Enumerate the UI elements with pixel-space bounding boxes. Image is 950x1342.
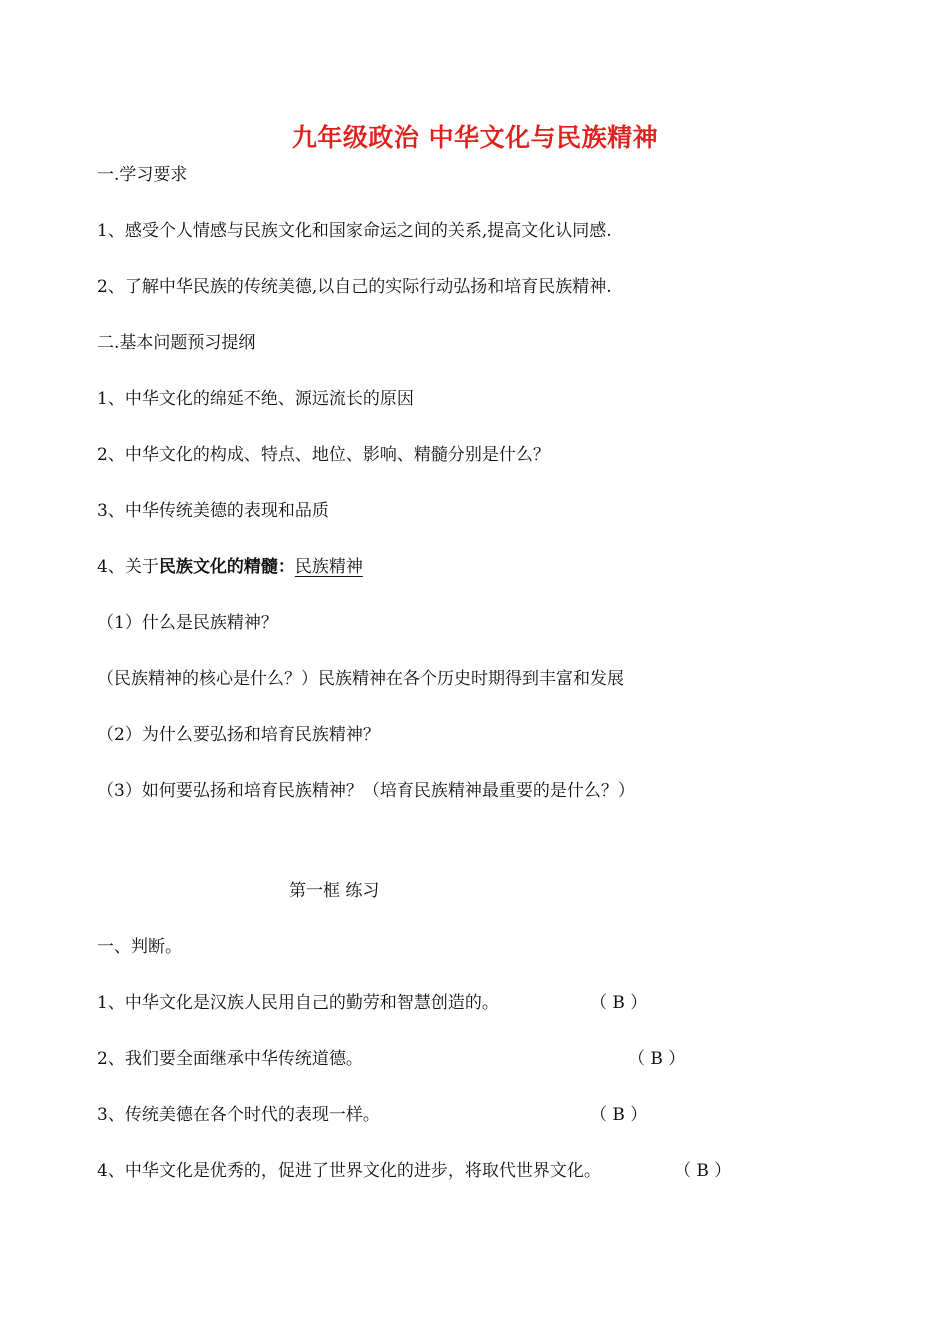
outline-item-4-prefix: 4、关于 [97, 557, 159, 577]
practice-heading: 第一框 练习 [289, 881, 380, 901]
outline-item-2: 2、中华文化的构成、特点、地位、影响、精髓分别是什么？ [97, 445, 550, 465]
sub-question-3: （3）如何要弘扬和培育民族精神？（培育民族精神最重要的是什么？） [97, 781, 635, 801]
sub-question-1: （1）什么是民族精神？ [97, 613, 278, 633]
sub-question-2: （2）为什么要弘扬和培育民族精神？ [97, 725, 380, 745]
section-heading-preview-outline: 二.基本问题预习提纲 [97, 333, 256, 353]
judgement-question-2-text: 2、我们要全面继承中华传统道德。 [97, 1049, 363, 1069]
judgement-question-1-text: 1、中华文化是汉族人民用自己的勤劳和智慧创造的。 [97, 993, 499, 1013]
judgement-answer-3: （ B ） [590, 1105, 648, 1125]
sub-question-1-note: （民族精神的核心是什么？）民族精神在各个历史时期得到丰富和发展 [97, 669, 624, 689]
judgement-question-3 [97, 1104, 380, 1126]
outline-item-4-bold-text: 民族文化的精髓： [158, 557, 295, 577]
judgement-answer-1: （ B ） [590, 993, 648, 1013]
requirement-item-2: 2、了解中华民族的传统美德,以自己的实际行动弘扬和培育民族精神. [97, 277, 612, 297]
judgement-question-2 [97, 1048, 363, 1070]
outline-item-4 [97, 556, 363, 578]
judgement-question-1 [97, 992, 499, 1014]
outline-item-1: 1、中华文化的绵延不绝、源远流长的原因 [97, 389, 414, 409]
judgement-answer-2: （ B ） [628, 1049, 686, 1069]
document-title: 九年级政治 中华文化与民族精神 [291, 123, 659, 152]
section-heading-learning-requirements: 一.学习要求 [97, 165, 188, 185]
judgement-answer-4: （ B ） [674, 1161, 732, 1181]
judgement-question-3-text: 3、传统美德在各个时代的表现一样。 [97, 1105, 380, 1125]
outline-item-3: 3、中华传统美德的表现和品质 [97, 501, 329, 521]
judgement-question-4-text: 4、中华文化是优秀的，促进了世界文化的进步，将取代世界文化。 [97, 1161, 601, 1181]
requirement-item-1: 1、感受个人情感与民族文化和国家命运之间的关系,提高文化认同感. [97, 221, 612, 241]
judgement-question-4 [97, 1160, 601, 1182]
judgement-section-label: 一、判断。 [97, 937, 182, 957]
outline-item-4-underlined-text: 民族精神 [294, 557, 363, 577]
